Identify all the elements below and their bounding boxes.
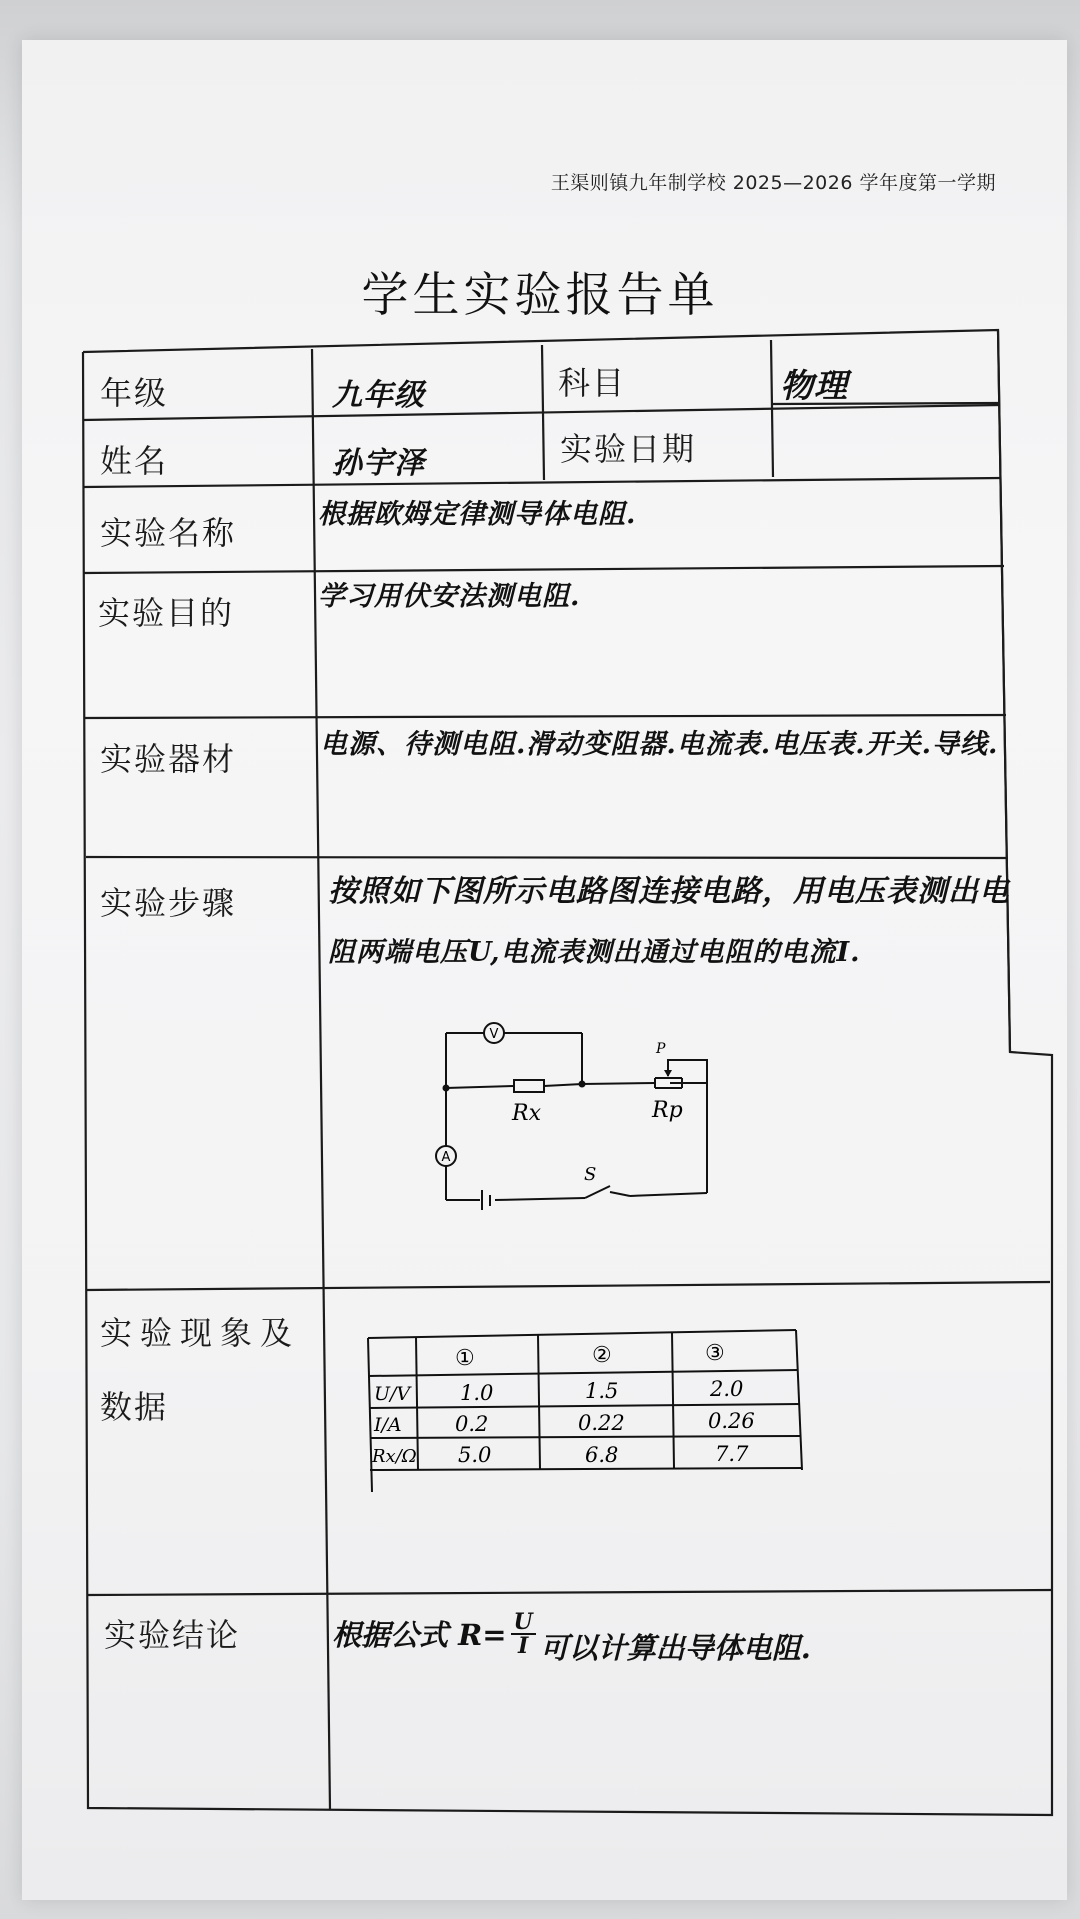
steps-line-1: 按照如下图所示电路图连接电路，用电压表测出电 <box>328 874 1010 909</box>
exp-name-label: 实验名称 <box>100 514 237 552</box>
voltmeter-symbol: V <box>489 1027 499 1042</box>
cell-i-3: 0.26 <box>708 1409 755 1433</box>
conclusion-prefix: 根据公式 R= <box>332 1618 507 1652</box>
cell-i-2: 0.22 <box>578 1411 625 1435</box>
data-table <box>360 1320 810 1495</box>
row-label-i: I/A <box>374 1414 402 1436</box>
row-label-r: Rx/Ω <box>372 1446 417 1467</box>
cell-u-2: 1.5 <box>585 1379 619 1403</box>
cell-r-2: 6.8 <box>585 1443 619 1467</box>
exp-name-value: 根据欧姆定律测导体电阻. <box>318 499 637 530</box>
cell-u-1: 1.0 <box>460 1381 494 1405</box>
grade-value: 九年级 <box>332 378 425 413</box>
row-label-u: U/V <box>374 1383 411 1405</box>
school-term-header: 王渠则镇九年制学校 2025—2026 学年度第一学期 <box>550 172 996 194</box>
date-label: 实验日期 <box>560 430 697 468</box>
purpose-label: 实验目的 <box>98 594 235 632</box>
purpose-value: 学习用伏安法测电阻. <box>318 581 581 612</box>
slider-p-label: P <box>656 1041 666 1057</box>
conclusion-text <box>332 1600 811 1667</box>
slider-arrow <box>664 1070 672 1077</box>
conclusion-fraction <box>511 1608 536 1659</box>
cell-u-3: 2.0 <box>710 1377 744 1401</box>
name-label: 姓名 <box>100 442 169 480</box>
equipment-label: 实验器材 <box>100 740 237 778</box>
grade-label: 年级 <box>100 374 169 412</box>
cell-i-1: 0.2 <box>455 1412 489 1436</box>
rx-label: Rx <box>512 1101 541 1126</box>
col-header-2: ② <box>592 1343 612 1368</box>
fraction-denominator: I <box>517 1632 529 1659</box>
junction-dot-right <box>579 1081 586 1088</box>
cell-r-1: 5.0 <box>458 1443 492 1467</box>
equipment-value: 电源、待测电阻.滑动变阻器.电流表.电压表.开关.导线. <box>320 729 999 760</box>
page-title: 学生实验报告单 <box>361 268 719 323</box>
conclusion-suffix: 可以计算出导体电阻. <box>539 1631 811 1665</box>
col-header-3: ③ <box>705 1341 725 1366</box>
circuit-diagram <box>430 1020 740 1220</box>
conclusion-label: 实验结论 <box>104 1616 241 1654</box>
steps-label: 实验步骤 <box>100 884 237 922</box>
phenomena-label-line2: 数据 <box>100 1388 169 1426</box>
rp-label: Rp <box>652 1098 683 1123</box>
subject-label: 科目 <box>558 364 627 402</box>
name-value: 孙宇泽 <box>332 446 425 481</box>
phenomena-label-line1: 实验现象及 <box>100 1314 301 1352</box>
switch-s-label: S <box>584 1164 597 1185</box>
junction-dot-left <box>443 1085 450 1092</box>
steps-line-2: 阻两端电压U,电流表测出通过电阻的电流I. <box>328 937 861 968</box>
ammeter-symbol: A <box>441 1150 451 1165</box>
col-header-1: ① <box>455 1346 475 1371</box>
subject-value: 物理 <box>780 366 848 405</box>
fraction-numerator: U <box>511 1611 536 1635</box>
cell-r-3: 7.7 <box>715 1442 749 1466</box>
